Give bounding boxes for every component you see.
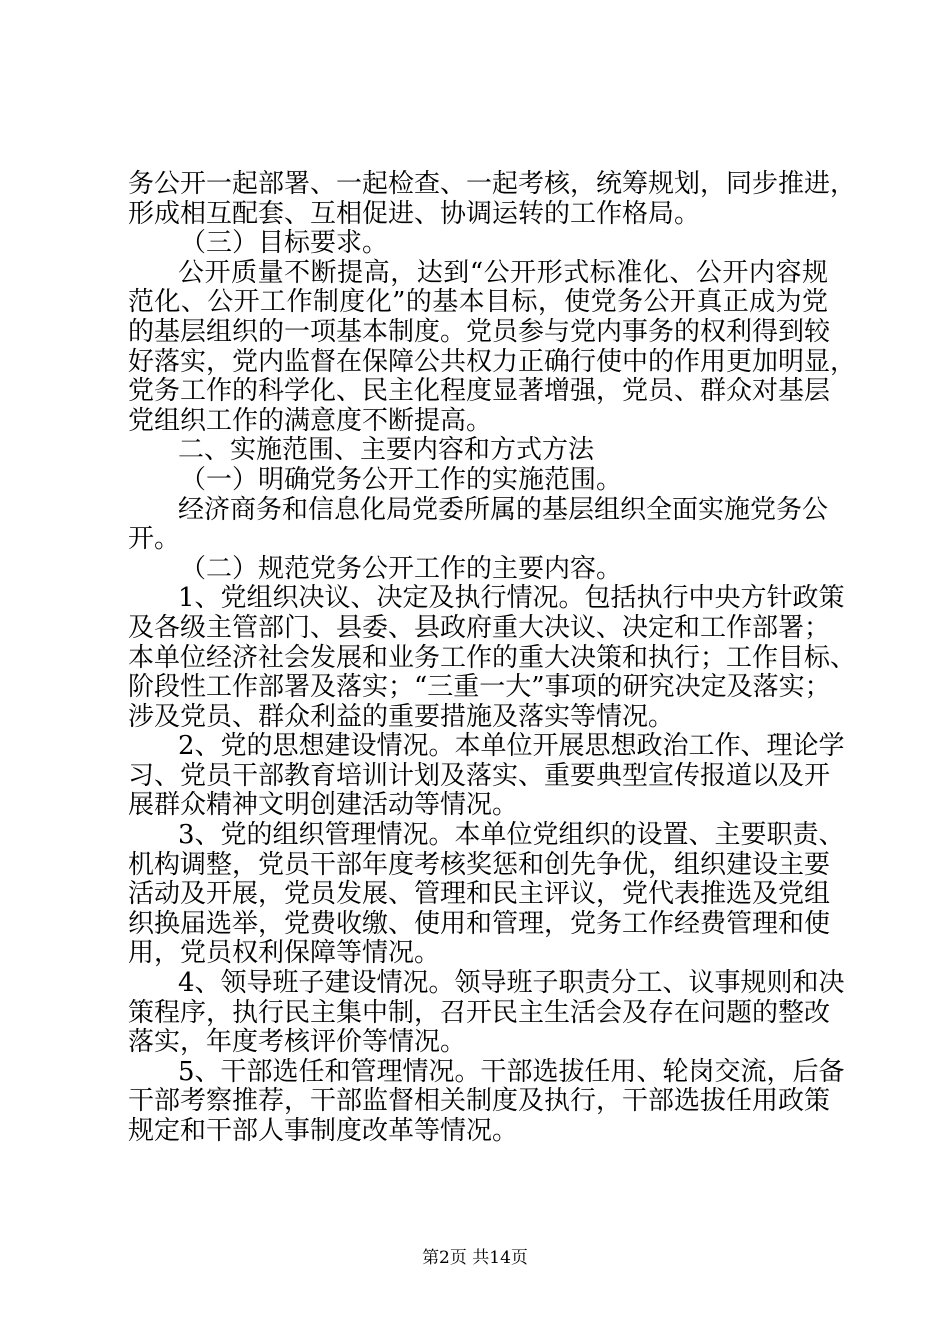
text-line: 习、党员干部教育培训计划及落实、重要典型宣传报道以及开 (128, 760, 831, 791)
page-footer: 第2页 共14页 (422, 1248, 528, 1268)
text-line: 二、实施范围、主要内容和方式方法 (178, 435, 595, 466)
text-line: 落实，年度考核评价等情况。 (128, 1027, 467, 1058)
text-line: （一）明确党务公开工作的实施范围。 (180, 464, 623, 495)
text-line: 干部考察推荐，干部监督相关制度及执行，干部选拔任用政策 (128, 1086, 831, 1117)
document-body (128, 169, 857, 1147)
text-line: 形成相互配套、互相促进、协调运转的工作格局。 (128, 198, 701, 229)
text-line: 阶段性工作部署及落实；“三重一大”事项的研究决定及落实； (128, 672, 831, 703)
text-line: 的基层组织的一项基本制度。党员参与党内事务的权利得到较 (128, 316, 831, 347)
text-line: 经济商务和信息化局党委所属的基层组织全面实施党务公 (178, 494, 829, 525)
text-line: 党务工作的科学化、民主化程度显著增强，党员、群众对基层 (128, 376, 831, 407)
text-line: 好落实，党内监督在保障公共权力正确行使中的作用更加明显， (128, 346, 857, 377)
text-line: 及各级主管部门、县委、县政府重大决议、决定和工作部署； (128, 612, 831, 643)
text-line: 开。 (128, 524, 181, 555)
text-line: 范化、公开工作制度化”的基本目标，使党务公开真正成为党 (128, 287, 828, 318)
text-line: 务公开一起部署、一起检查、一起考核，统筹规划，同步推进， (128, 169, 857, 199)
text-line: 展群众精神文明创建活动等情况。 (128, 790, 519, 821)
text-line: 策程序，执行民主集中制，召开民主生活会及存在问题的整改 (128, 997, 831, 1028)
text-line: （三）目标要求。 (180, 228, 389, 259)
text-line: 织换届选举，党费收缴、使用和管理，党务工作经费管理和使 (128, 908, 831, 939)
text-line: 公开质量不断提高，达到“公开形式标准化、公开内容规 (178, 257, 828, 288)
text-line: 本单位经济社会发展和业务工作的重大决策和执行；工作目标、 (128, 642, 857, 673)
text-line: （二）规范党务公开工作的主要内容。 (180, 553, 623, 584)
text-line: 规定和干部人事制度改革等情况。 (128, 1116, 519, 1146)
text-line: 涉及党员、群众利益的重要措施及落实等情况。 (128, 701, 675, 732)
text-line: 5、干部选任和管理情况。干部选拔任用、轮岗交流，后备 (178, 1056, 845, 1087)
text-line: 用，党员权利保障等情况。 (128, 938, 441, 969)
text-line: 3、党的组织管理情况。本单位党组织的设置、主要职责、 (178, 820, 845, 851)
text-line: 2、党的思想建设情况。本单位开展思想政治工作、理论学 (178, 731, 845, 762)
text-line: 4、领导班子建设情况。领导班子职责分工、议事规则和决 (178, 968, 845, 999)
text-line: 活动及开展，党员发展、管理和民主评议，党代表推选及党组 (128, 879, 831, 910)
text-line: 机构调整，党员干部年度考核奖惩和创先争优，组织建设主要 (128, 849, 831, 880)
text-line: 1、党组织决议、决定及执行情况。包括执行中央方针政策 (178, 583, 845, 614)
text-line: 党组织工作的满意度不断提高。 (128, 405, 493, 436)
